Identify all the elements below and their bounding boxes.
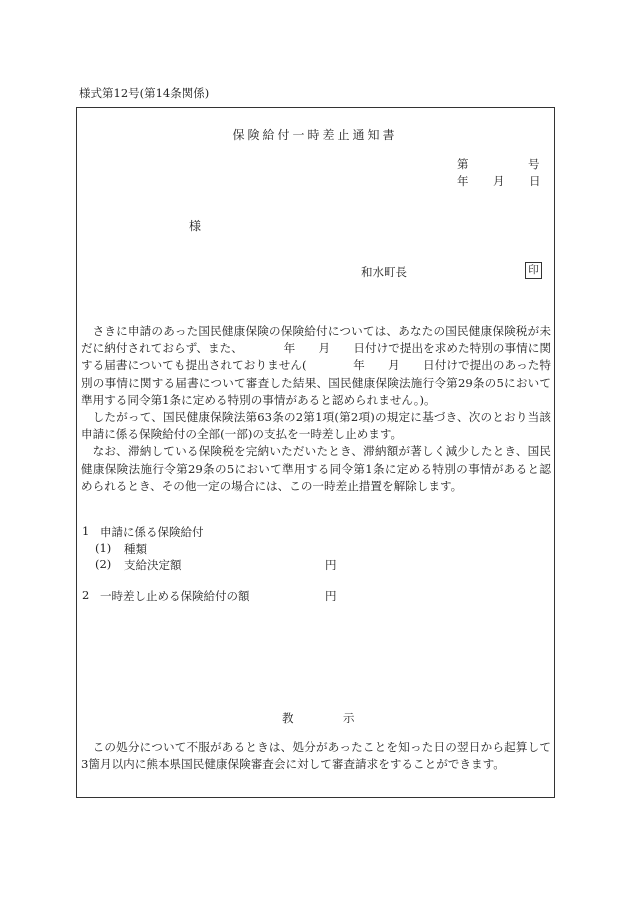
document-title: 保険給付一時差止通知書 bbox=[232, 128, 398, 142]
item-2-number: 2 bbox=[82, 588, 90, 602]
subitem-2-label: 支給決定額 bbox=[124, 558, 182, 572]
item-1-label: 申請に係る保険給付 bbox=[100, 525, 204, 539]
document-number-suffix: 号 bbox=[528, 157, 540, 171]
date-day-label: 日 bbox=[529, 174, 541, 188]
subitem-2-number: (2) bbox=[95, 557, 112, 571]
item-2-unit: 円 bbox=[325, 589, 337, 603]
subitem-2-unit: 円 bbox=[325, 558, 337, 572]
item-1-number: 1 bbox=[82, 524, 90, 538]
body-paragraph: さきに申請のあった国民健康保険の保険給付については、あなたの国民健康保険税が未だに納付されておらず、また、 年 月 日付けで提出を求めた特別の事情に関する届書についても提出されておりません( 年 月 日付けで提出のあった特別の事情に関する届書について審査した結果、国民健康保険法施行令第29条の5において準用する同令第1条に定める特別の事情があると認められません。)。 bbox=[81, 324, 551, 407]
body-paragraph: なお、滞納している保険税を完納いただいたとき、滞納額が著しく減少したとき、国民健康保険法施行令第29条の5において準用する同令第1条に定める特別の事情があると認められるとき、その他一定の場合には、この一時差止措置を解除します。 bbox=[81, 444, 551, 493]
body-text bbox=[81, 323, 551, 495]
date-month-label: 月 bbox=[493, 174, 505, 188]
addressee-suffix: 様 bbox=[189, 219, 202, 233]
subitem-1-number: (1) bbox=[95, 541, 112, 555]
form-id: 様式第12号(第14条関係) bbox=[79, 86, 210, 100]
notice-heading-right: 示 bbox=[343, 711, 355, 725]
subitem-1-label: 種類 bbox=[124, 542, 147, 556]
date-year-label: 年 bbox=[457, 174, 469, 188]
item-2-label: 一時差し止める保険給付の額 bbox=[100, 589, 250, 603]
document-number-prefix: 第 bbox=[457, 157, 469, 171]
notice-paragraph: この処分について不服があるときは、処分があったことを知った日の翌日から起算して3箇月以内に熊本県国民健康保険審査会に対して審査請求をすることができます。 bbox=[81, 740, 551, 772]
notice-heading-left: 教 bbox=[282, 711, 294, 725]
notice-text bbox=[81, 739, 551, 773]
issuer-name: 和水町長 bbox=[361, 265, 407, 279]
body-paragraph: したがって、国民健康保険法第63条の2第1項(第2項)の規定に基づき、次のとおり当該申請に係る保険給付の全部(一部)の支払を一時差し止めます。 bbox=[81, 410, 551, 442]
seal-mark: 印 bbox=[525, 262, 542, 279]
